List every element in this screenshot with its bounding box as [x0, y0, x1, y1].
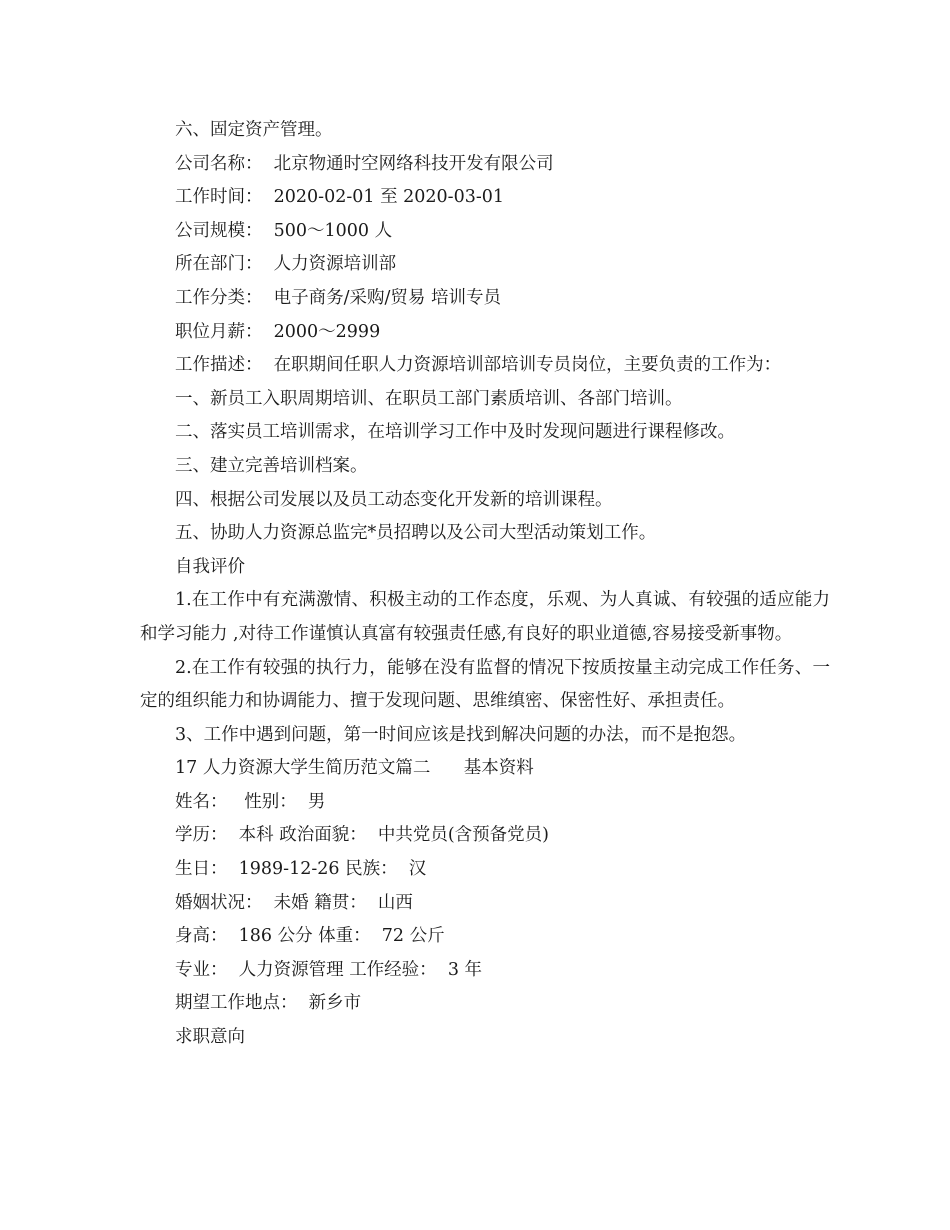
monthly-salary-line: 职位月薪： 2000～2999 [175, 321, 381, 342]
duty-item-5: 五、协助人力资源总监完*员招聘以及公司大型活动策划工作。 [175, 523, 657, 544]
expected-location-line: 期望工作地点： 新乡市 [175, 993, 362, 1014]
name-gender-line: 姓名： 性别： 男 [175, 791, 326, 812]
duty-item-3: 三、建立完善培训档案。 [175, 455, 368, 476]
work-period-line: 工作时间： 2020-02-01 至 2020-03-01 [175, 187, 505, 208]
self-evaluation-item-3: 3、工作中遇到问题，第一时间应该是找到解决问题的办法，而不是抱怨。 [175, 724, 747, 745]
education-politics-line: 学历： 本科 政治面貌： 中共党员(含预备党员) [175, 825, 549, 846]
height-weight-line: 身高： 186 公分 体重： 72 公斤 [175, 926, 445, 947]
self-evaluation-paragraph-2: 2.在工作有较强的执行力，能够在没有监督的情况下按质按量主动完成工作任务、一定的组织能力和协调能力、擅于发现问题、思维缜密、保密性好、承担责任。 [140, 657, 830, 712]
department-line: 所在部门： 人力资源培训部 [175, 254, 397, 275]
job-category-line: 工作分类： 电子商务/采购/贸易 培训专员 [175, 287, 501, 308]
section-heading-fixed-assets: 六、固定资产管理。 [175, 120, 333, 140]
document-body [140, 114, 830, 1055]
resume-section-title: 17 人力资源大学生简历范文篇二 基本资料 [175, 758, 534, 779]
self-evaluation-heading: 自我评价 [175, 556, 245, 577]
company-size-line: 公司规模： 500～1000 人 [175, 220, 393, 241]
job-description-line: 工作描述： 在职期间任职人力资源培训部培训专员岗位，主要负责的工作为： [175, 355, 782, 376]
company-name-line: 公司名称： 北京物通时空网络科技开发有限公司 [175, 153, 554, 174]
duty-item-4: 四、根据公司发展以及员工动态变化开发新的培训课程。 [175, 489, 613, 510]
major-experience-line: 专业： 人力资源管理 工作经验： 3 年 [175, 959, 483, 980]
marital-origin-line: 婚姻状况： 未婚 籍贯： 山西 [175, 892, 413, 913]
job-intention-heading: 求职意向 [175, 1027, 245, 1048]
birthday-ethnicity-line: 生日： 1989-12-26 民族： 汉 [175, 859, 427, 880]
self-evaluation-paragraph-1: 1.在工作中有充满激情、积极主动的工作态度，乐观、为人真诚、有较强的适应能力和学习能力 ,对待工作谨慎认真富有较强责任感,有良好的职业道德,容易接受新事物。 [140, 590, 830, 644]
duty-item-1: 一、新员工入职周期培训、在职员工部门素质培训、各部门培训。 [175, 388, 683, 409]
duty-item-2: 二、落实员工培训需求，在培训学习工作中及时发现问题进行课程修改。 [175, 422, 735, 443]
